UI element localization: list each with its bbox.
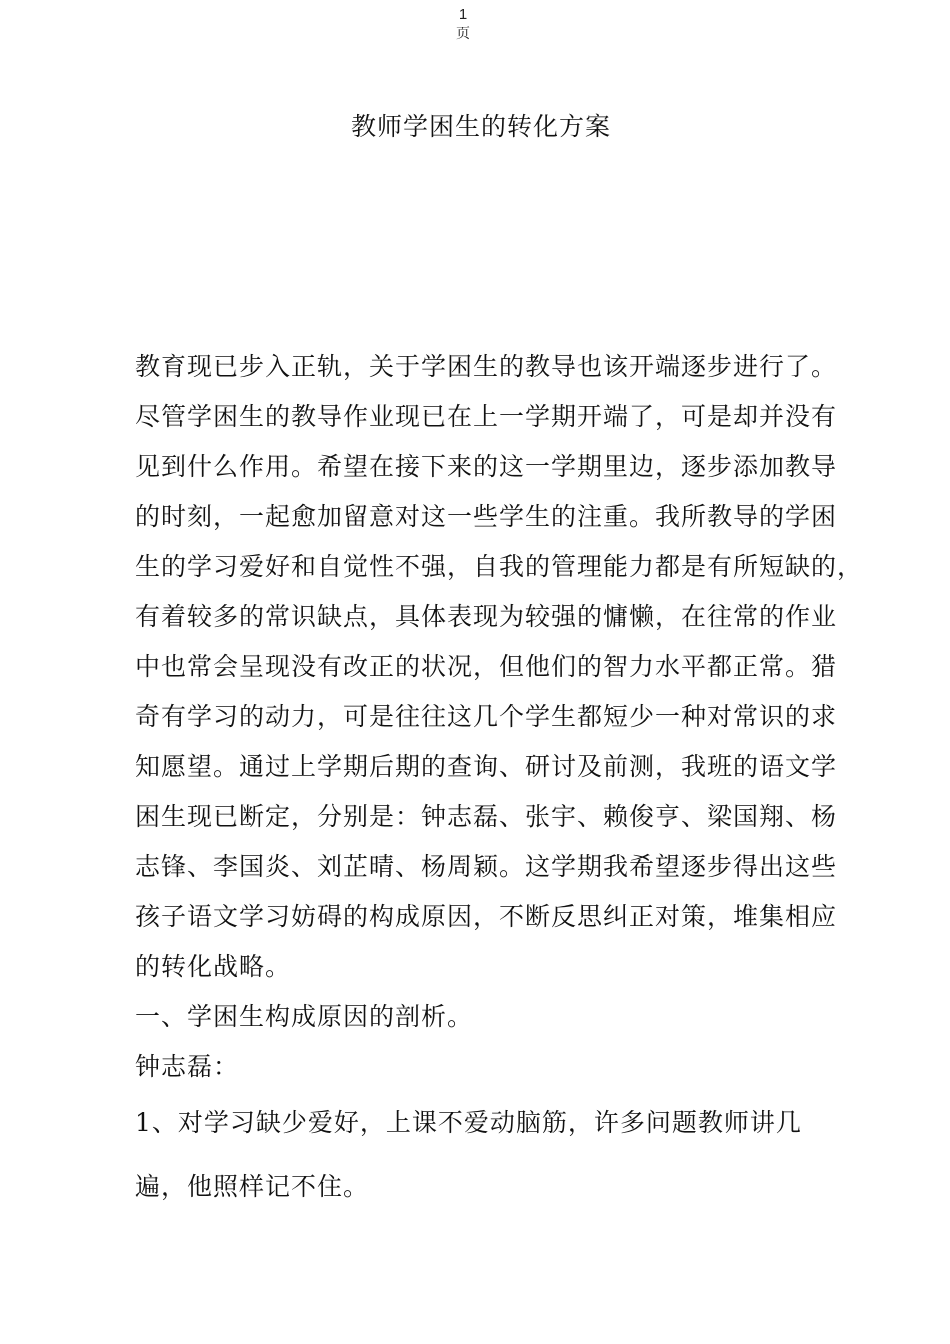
paragraph-line: 见到什么作用。希望在接下来的这一学期里边，逐步添加教导 [135,452,838,481]
paragraph-line: 困生现已断定，分别是：钟志磊、张宇、赖俊亨、梁国翔、杨 [135,802,838,831]
paragraph-line: 知愿望。通过上学期后期的查询、研讨及前测，我班的语文学 [135,752,838,781]
paragraph-line: 志锋、李国炎、刘芷晴、杨周颖。这学期我希望逐步得出这些 [135,852,838,881]
section-heading: 一、学困生构成原因的剖析。 [135,1002,474,1031]
page-number-value: 1 [458,6,468,23]
list-item-line: 1、对学习缺少爱好，上课不爱动脑筋，许多问题教师讲几 [135,1108,802,1137]
document-body [135,342,864,1218]
student-name: 钟志磊： [135,1052,240,1081]
paragraph-line: 有着较多的常识缺点，具体表现为较强的慵懒，在往常的作业 [135,602,838,631]
page-number [0,6,926,42]
intro-paragraph [135,342,864,992]
paragraph-line: 的转化战略。 [135,952,292,981]
paragraph-line: 的时刻，一起愈加留意对这一些学生的注重。我所教导的学困 [135,502,838,531]
paragraph-line: 教育现已步入正轨，关于学困生的教导也该开端逐步进行了。 [135,352,838,381]
paragraph-line: 奇有学习的动力，可是往往这几个学生都短少一种对常识的求 [135,702,838,731]
paragraph-line: 中也常会呈现没有改正的状况，但他们的智力水平都正常。猎 [135,652,838,681]
list-item-line: 遍，他照样记不住。 [135,1172,370,1201]
paragraph-line: 生的学习爱好和自觉性不强，自我的管理能力都是有所短缺的， [135,552,864,581]
page-number-unit: 页 [456,25,470,41]
paragraph-line: 孩子语文学习妨碍的构成原因，不断反思纠正对策，堆集相应 [135,902,838,931]
list-item [135,1098,835,1218]
document-title: 教师学困生的转化方案 [350,112,611,141]
paragraph-line: 尽管学困生的教导作业现已在上一学期开端了，可是却并没有 [135,402,838,431]
